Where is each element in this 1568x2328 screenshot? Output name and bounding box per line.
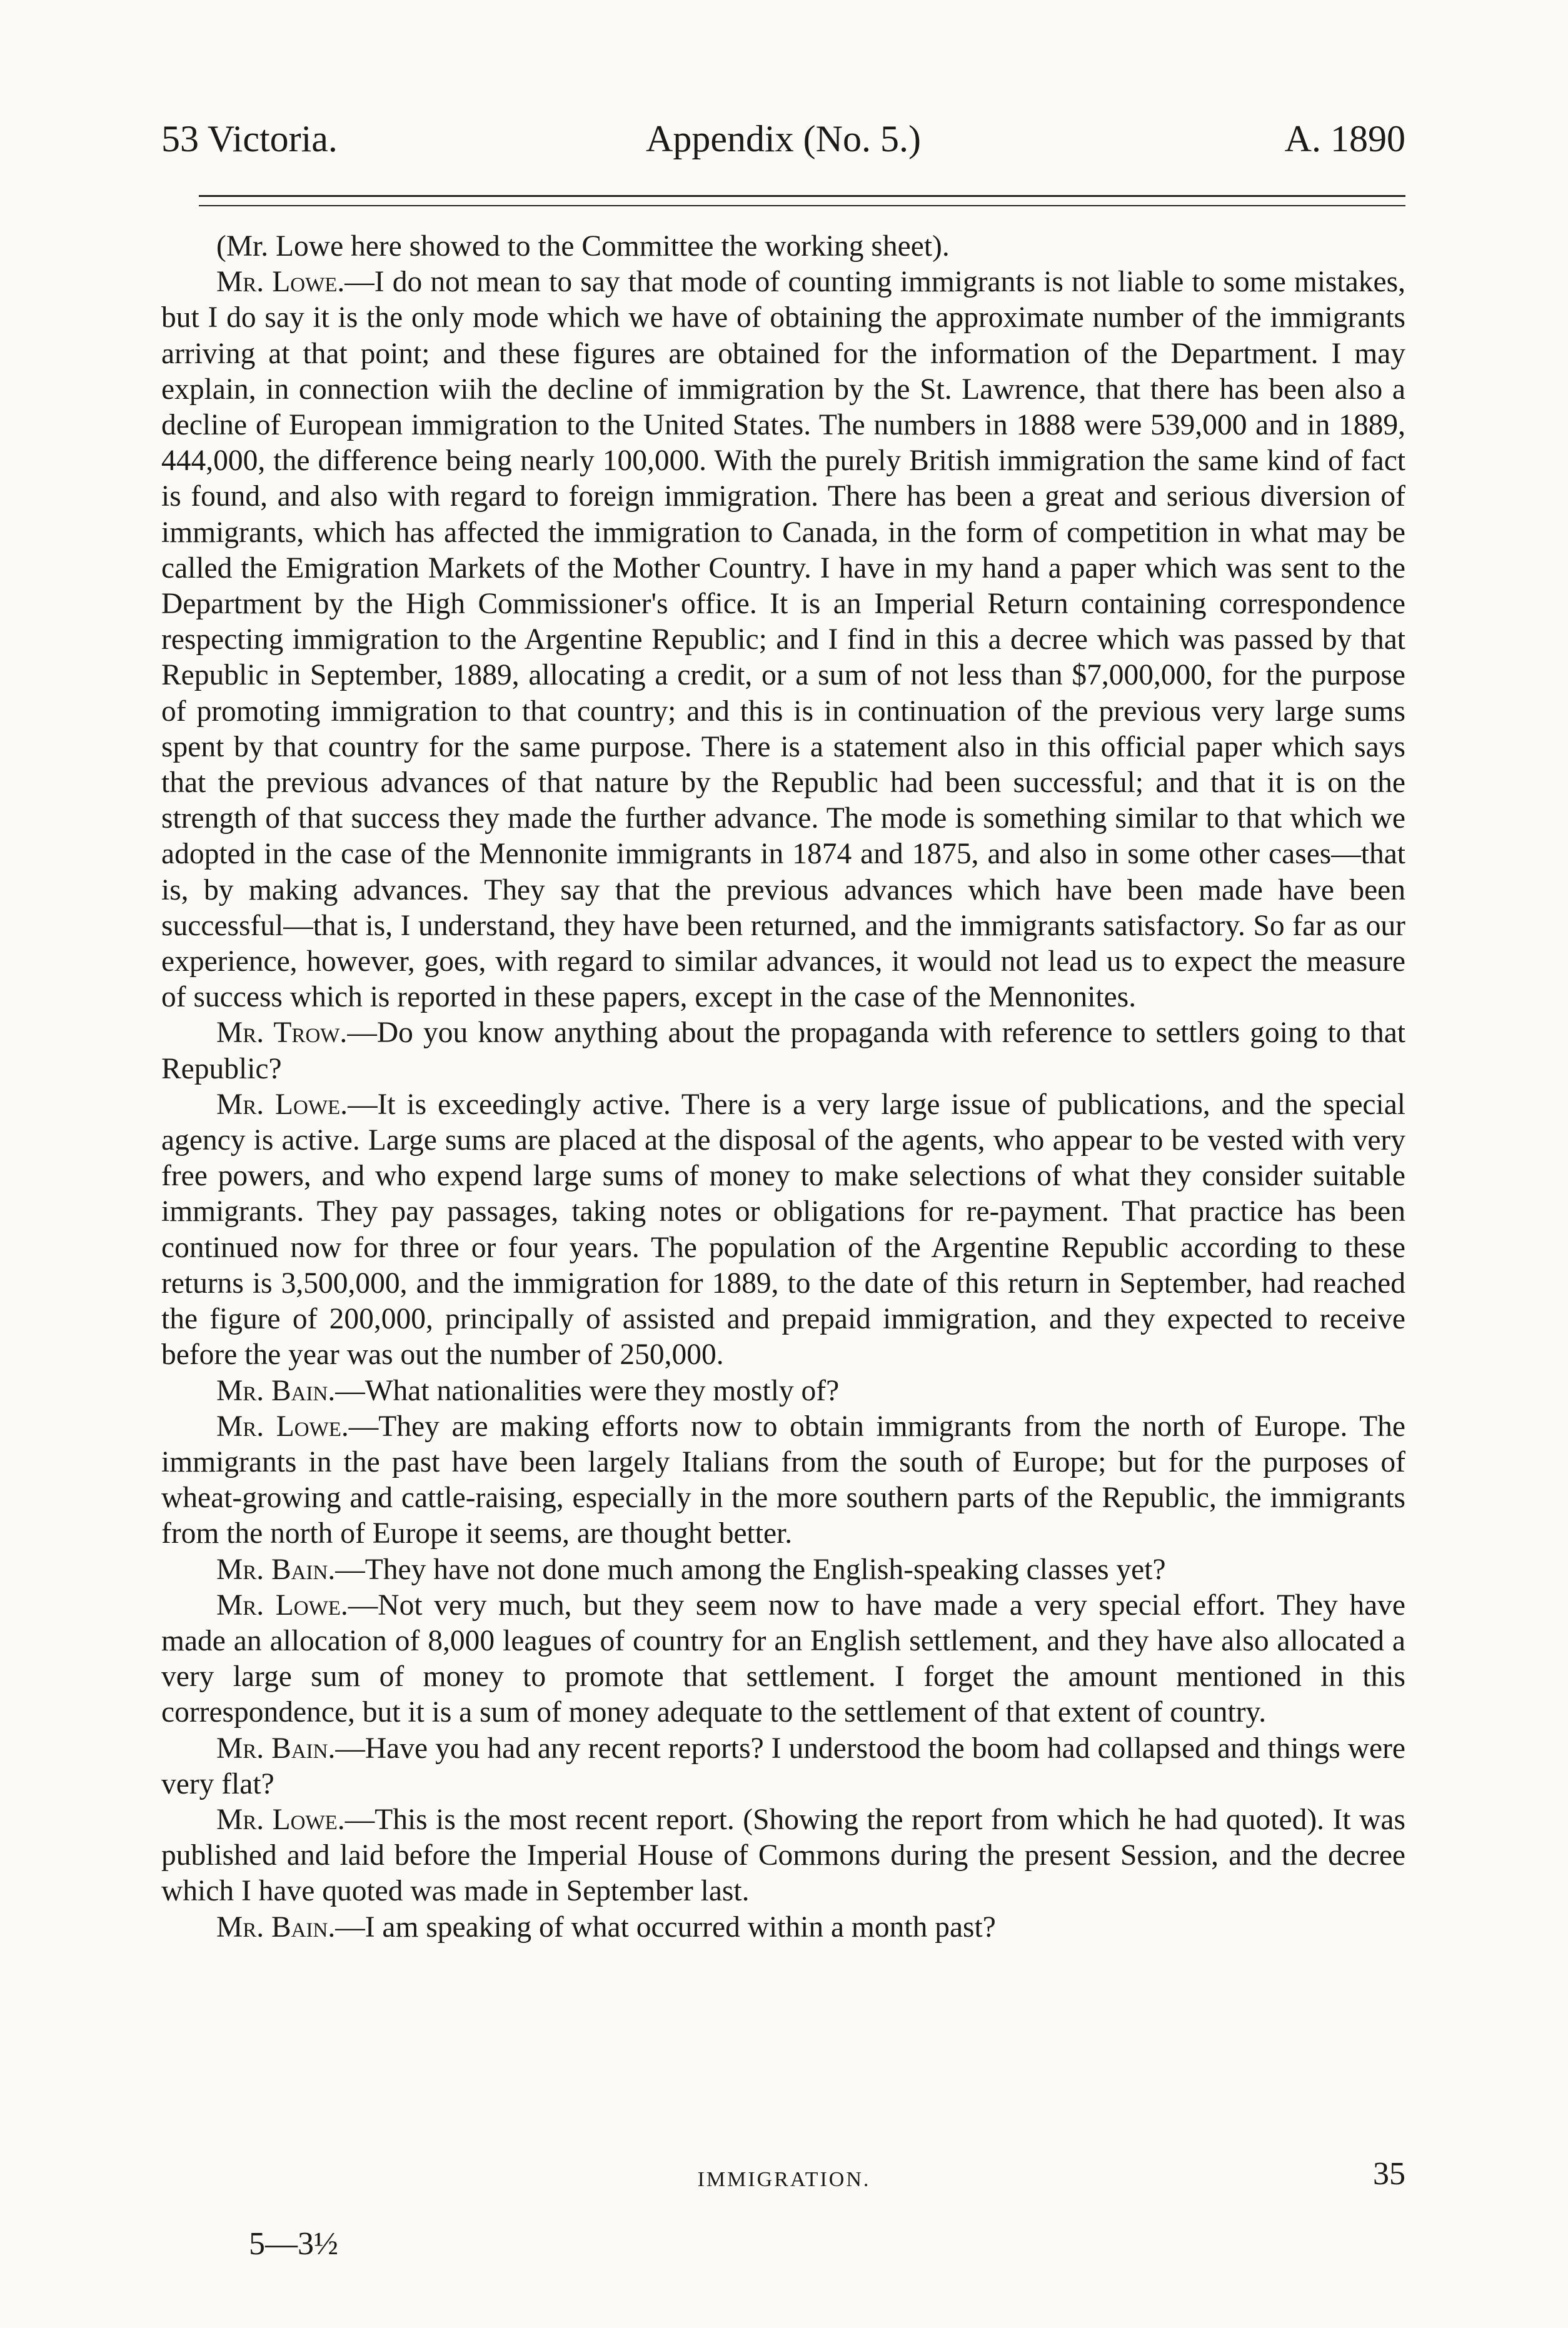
paragraph-text: —What nationalities were they mostly of?: [335, 1374, 840, 1407]
paragraph-text: —Have you had any recent reports? I understood the boom had collapsed and things were very flat?: [161, 1732, 1405, 1800]
paragraph: [161, 1373, 1405, 1409]
header-rule-thin: [199, 205, 1405, 206]
speaker-name: Mr. Bain.: [216, 1732, 336, 1765]
speaker-name: Mr. Lowe.: [216, 1088, 348, 1121]
paragraph-text: —I am speaking of what occurred within a month past?: [335, 1910, 996, 1944]
speaker-name: Mr. Bain.: [216, 1553, 336, 1586]
paragraph-text: —I do not mean to say that mode of counting immigrants is not liable to some mistakes, but I do say it is the only mode which we have of obtaining the approximate number of the immigrants arriving at that point; and these figures are obtained for the information of the Department. I may explain, in connection wiih the decline of immigration by the St. Lawrence, that there has been also a decline of European immigration to the United States. The numbers in 1888 were 539,000 and in 1889, 444,000, the difference being nearly 100,000. With the purely British immigration the same kind of fact is found, and also with regard to foreign immigration. There has been a great and serious diversion of immigrants, which has affected the immigration to Canada, in the form of competition in what may be called the Emigration Markets of the Mother Country. I have in my hand a paper which was sent to the Department by the High Commissioner's office. It is an Imperial Return containing correspondence respecting immigration to the Argentine Republic; and I find in this a decree which was passed by that Republic in September, 1889, allocating a credit, or a sum of not less than $7,000,000, for the purpose of promoting immigration to that country; and this is in continuation of the previous very large sums spent by that country for the same purpose. There is a statement also in this official paper which says that the previous advances of that nature by the Republic had been successful; and that it is on the strength of that success they made the further advance. The mode is something similar to that which we adopted in the case of the Mennonite immigrants in 1874 and 1875, and also in some other cases—that is, by making advances. They say that the previous advances which have been made have been successful—that is, I understand, they have been returned, and the immigrants satisfactory. So far as our experience, however, goes, with regard to similar advances, it would not lead us to expect the measure of success which is reported in these papers, except in the case of the Mennonites.: [161, 266, 1406, 1014]
header-session: 53 Victoria.: [161, 118, 338, 159]
footer-section-title: IMMIGRATION.: [697, 2168, 871, 2191]
paragraph: [161, 1552, 1405, 1588]
speaker-name: Mr. Bain.: [216, 1374, 336, 1407]
paragraph: [161, 1588, 1405, 1731]
paragraph: [161, 264, 1405, 1015]
paragraph-text: —This is the most recent report. (Showing the report from which he had quoted). It was published and laid before the Imperial House of Commons during the present Session, and the decree which I have quoted was made in September last.: [161, 1803, 1405, 1908]
testimony-body: [161, 229, 1405, 1945]
speaker-name: Mr. Lowe.: [216, 1410, 349, 1443]
paragraph-text: —Do you know anything about the propaganda with reference to settlers going to that Republic?: [161, 1016, 1405, 1085]
paragraph-text: —It is exceedingly active. There is a very large issue of publications, and the special agency is active. Large sums are placed at the disposal of the agents, who appear to be vested with very free powers, and who expend large sums of money to make selections of what they consider suitable immigrants. They pay passages, taking notes or obligations for re-payment. That practice has been continued now for three or four years. The population of the Argentine Republic according to these returns is 3,500,000, and the immigration for 1889, to the date of this return in September, had reached the figure of 200,000, principally of assisted and prepaid immigration, and they expected to receive before the year was out the number of 250,000.: [161, 1088, 1405, 1372]
paragraph-text: (Mr. Lowe here showed to the Committee the working sheet).: [216, 230, 950, 263]
page-number: 35: [1373, 2156, 1405, 2192]
paragraph-text: —They have not done much among the English-speaking classes yet?: [335, 1553, 1166, 1586]
header-year: A. 1890: [1284, 118, 1405, 159]
paragraph: [161, 1910, 1405, 1945]
speaker-name: Mr. Lowe.: [216, 1588, 348, 1622]
paragraph-text: —They are making efforts now to obtain immigrants from the north of Europe. The immigrants in the past have been largely Italians from the south of Europe; but for the purposes of wheat-growing and cattle-raising, especially in the more southern parts of the Republic, the immigrants from the north of Europe it seems, are thought better.: [161, 1410, 1405, 1550]
paragraph: [161, 1731, 1405, 1802]
paragraph: [161, 1087, 1405, 1373]
running-header: [161, 118, 1405, 174]
speaker-name: Mr. Trow.: [216, 1016, 348, 1050]
paragraph: [161, 1015, 1405, 1086]
paragraph-text: —Not very much, but they seem now to have made a very special effort. They have made an allocation of 8,000 leagues of country for an English settlement, and they have also allocated a very large sum of money to promote that settlement. I forget the amount mentioned in this correspondence, but it is a sum of money adequate to the settlement of that extent of country.: [161, 1588, 1405, 1729]
header-appendix: Appendix (No. 5.): [646, 118, 921, 159]
paragraph: [161, 1802, 1405, 1910]
speaker-name: Mr. Lowe.: [216, 266, 345, 299]
printer-signature: 5—3½: [249, 2226, 338, 2262]
paragraph: [161, 1409, 1405, 1552]
paragraph: [161, 229, 1405, 264]
speaker-name: Mr. Lowe.: [216, 1803, 345, 1836]
speaker-name: Mr. Bain.: [216, 1910, 336, 1944]
header-rule-thick: [199, 195, 1405, 197]
